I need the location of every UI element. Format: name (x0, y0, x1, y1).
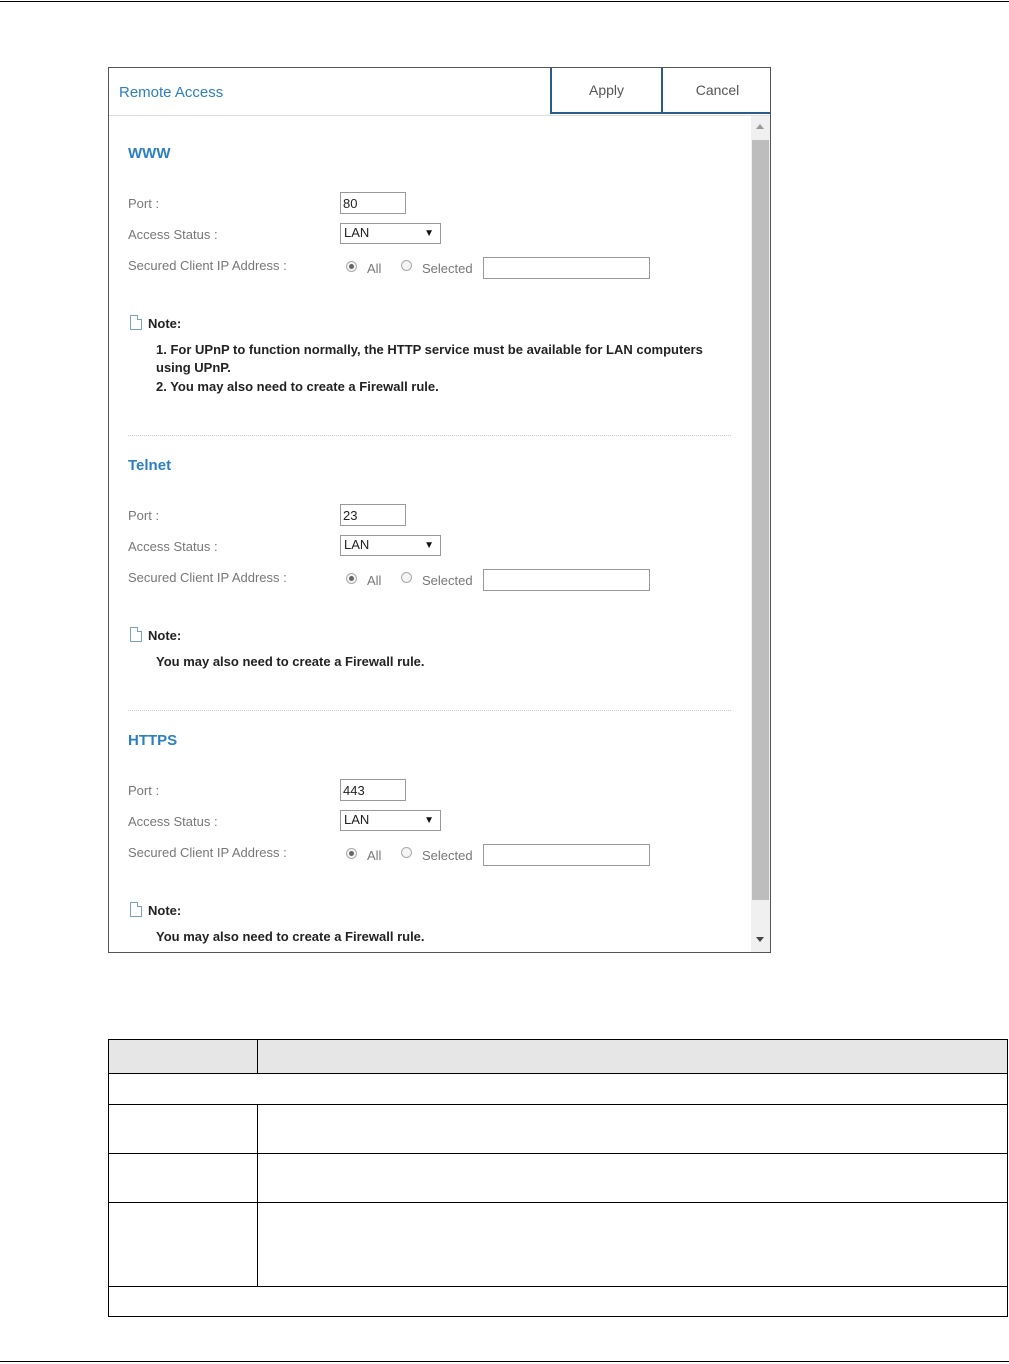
table-header-cell (109, 1040, 258, 1074)
https-port-label: Port : (128, 783, 160, 798)
dialog-title: Remote Access (119, 84, 224, 101)
section-title-https: HTTPS (128, 732, 178, 749)
www-note-label: Note: (148, 316, 182, 331)
www-port-input[interactable] (340, 192, 406, 214)
section-divider (128, 710, 731, 711)
www-access-label: Access Status : (128, 227, 218, 242)
table-cell (109, 1203, 258, 1287)
https-secured-label: Secured Client IP Address : (128, 845, 287, 860)
table-row (109, 1154, 1008, 1203)
telnet-access-select[interactable] (340, 535, 441, 556)
table-cell (109, 1074, 1008, 1105)
table-cell (258, 1154, 1008, 1203)
table-cell (109, 1154, 258, 1203)
https-radio-all[interactable] (346, 848, 357, 859)
https-port-input[interactable] (340, 779, 406, 801)
table-cell (109, 1287, 1008, 1317)
https-note-line: You may also need to create a Firewall rule. (156, 929, 425, 944)
www-access-select[interactable] (340, 223, 441, 244)
section-title-telnet: Telnet (128, 457, 172, 474)
telnet-secured-label: Secured Client IP Address : (128, 570, 287, 585)
apply-button[interactable]: Apply (550, 68, 661, 114)
remote-access-dialog (108, 67, 771, 953)
description-table (108, 1039, 1008, 1317)
www-note-line: using UPnP. (156, 360, 231, 375)
table-cell (258, 1203, 1008, 1287)
telnet-radio-selected-label: Selected (422, 573, 473, 588)
cancel-button[interactable]: Cancel (661, 68, 771, 114)
scrollbar-thumb[interactable] (752, 140, 769, 900)
www-access-value: LAN (344, 225, 370, 240)
telnet-radio-all[interactable] (346, 573, 357, 584)
dialog-header (109, 68, 770, 116)
table-row (109, 1105, 1008, 1154)
note-document-icon (130, 627, 142, 642)
table-cell (258, 1105, 1008, 1154)
note-document-icon (130, 315, 142, 330)
section-divider (128, 435, 731, 436)
www-note-line: 1. For UPnP to function normally, the HTTP service must be available for LAN computers (156, 342, 703, 357)
https-radio-all-label: All (367, 848, 382, 863)
telnet-radio-all-label: All (367, 573, 382, 588)
page-bottom-rule (0, 1361, 1009, 1362)
www-secured-label: Secured Client IP Address : (128, 258, 287, 273)
note-document-icon (130, 902, 142, 917)
https-access-select[interactable] (340, 810, 441, 831)
www-radio-selected-label: Selected (422, 261, 473, 276)
www-radio-all[interactable] (346, 261, 357, 272)
dropdown-caret-icon: ▼ (424, 228, 434, 239)
scroll-down-icon[interactable] (756, 937, 764, 942)
telnet-note-label: Note: (148, 628, 182, 643)
telnet-access-label: Access Status : (128, 539, 218, 554)
telnet-port-label: Port : (128, 508, 160, 523)
telnet-radio-selected[interactable] (401, 572, 412, 583)
www-ip-input[interactable] (483, 257, 650, 279)
https-ip-input[interactable] (483, 844, 650, 866)
www-note-line: 2. You may also need to create a Firewall rule. (156, 379, 439, 394)
table-cell (109, 1105, 258, 1154)
https-radio-selected-label: Selected (422, 848, 473, 863)
telnet-access-value: LAN (344, 537, 370, 552)
https-access-label: Access Status : (128, 814, 218, 829)
www-port-label: Port : (128, 196, 160, 211)
page-top-rule (0, 1, 1009, 2)
table-row (109, 1203, 1008, 1287)
table-header-cell (258, 1040, 1008, 1074)
table-row (109, 1074, 1008, 1105)
https-radio-selected[interactable] (401, 847, 412, 858)
section-title-www: WWW (128, 145, 171, 162)
telnet-port-input[interactable] (340, 504, 406, 526)
dropdown-caret-icon: ▼ (424, 815, 434, 826)
dropdown-caret-icon: ▼ (424, 540, 434, 551)
telnet-ip-input[interactable] (483, 569, 650, 591)
www-radio-selected[interactable] (401, 260, 412, 271)
scroll-up-icon[interactable] (756, 124, 764, 129)
https-access-value: LAN (344, 812, 370, 827)
telnet-note-line: You may also need to create a Firewall rule. (156, 654, 425, 669)
table-row (109, 1287, 1008, 1317)
table-header-row (109, 1040, 1008, 1074)
https-note-label: Note: (148, 903, 182, 918)
www-radio-all-label: All (367, 261, 382, 276)
